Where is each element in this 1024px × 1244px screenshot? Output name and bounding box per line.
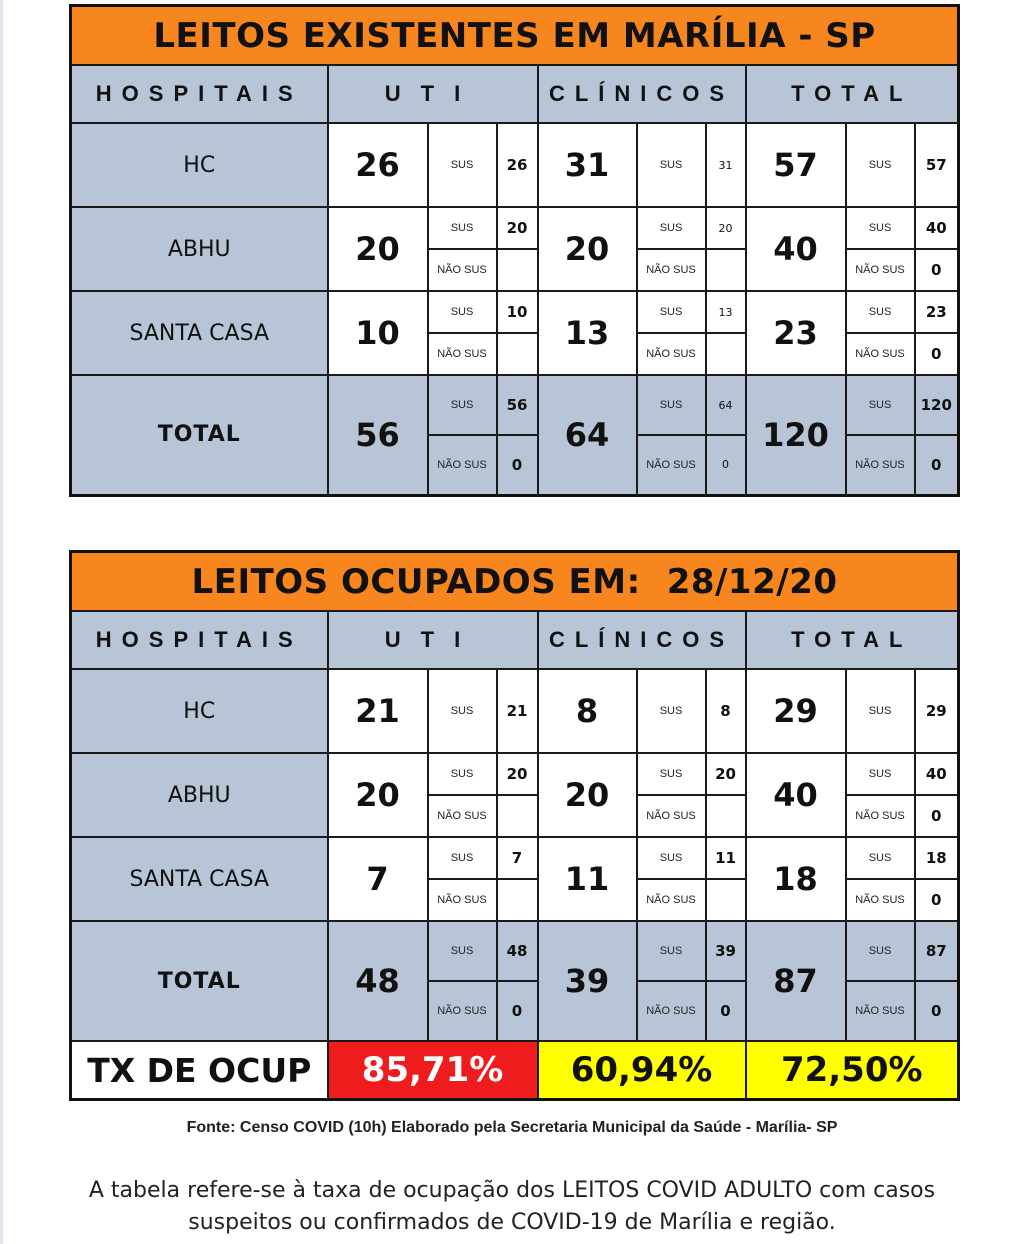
header-total: TOTAL <box>746 65 959 123</box>
total-occupancy-rate: 72,50% <box>746 1041 959 1100</box>
total-sus-value: 57 <box>915 123 959 207</box>
sus-label: SUS <box>428 375 497 435</box>
clinicos-count: 11 <box>538 837 637 921</box>
clinicos-total-nao-sus-value: 0 <box>706 981 746 1041</box>
uti-count: 26 <box>328 123 428 207</box>
nao-sus-label: NÃO SUS <box>637 249 706 291</box>
clinicos-count: 31 <box>538 123 637 207</box>
page-edge <box>0 0 3 1244</box>
nao-sus-label: NÃO SUS <box>637 333 706 375</box>
uti-sus-value: 20 <box>497 207 538 249</box>
uti-sus-value: 26 <box>497 123 538 207</box>
sus-label: SUS <box>846 207 915 249</box>
clinicos-sus-value: 13 <box>706 291 746 333</box>
sus-label: SUS <box>637 669 706 753</box>
hospital-name: ABHU <box>71 753 328 837</box>
clinicos-count: 20 <box>538 753 637 837</box>
total-nao-sus-value: 0 <box>915 249 959 291</box>
explanatory-note: A tabela refere-se à taxa de ocupação dos LEITOS COVID ADULTO com casos suspeitos ou confirmados de COVID-19 de Marília e região. <box>88 1178 936 1235</box>
sus-label: SUS <box>846 921 915 981</box>
total-sus-value: 29 <box>915 669 959 753</box>
header-uti: UTI <box>328 611 538 669</box>
sus-label: SUS <box>637 207 706 249</box>
hospital-name: ABHU <box>71 207 328 291</box>
uti-occupancy-rate: 85,71% <box>328 1041 538 1100</box>
grand-total-nao-sus-value: 0 <box>915 435 959 495</box>
clinicos-nao-sus-value <box>706 333 746 375</box>
uti-count: 10 <box>328 291 428 375</box>
nao-sus-label: NÃO SUS <box>428 879 497 921</box>
clinicos-sus-value: 11 <box>706 837 746 879</box>
clinicos-sus-value: 20 <box>706 753 746 795</box>
sus-label: SUS <box>637 921 706 981</box>
total-count: 57 <box>746 123 846 207</box>
sus-label: SUS <box>846 669 915 753</box>
sus-label: SUS <box>846 753 915 795</box>
uti-sus-value: 20 <box>497 753 538 795</box>
total-row-label: TOTAL <box>71 375 328 495</box>
nao-sus-label: NÃO SUS <box>846 981 915 1041</box>
uti-nao-sus-value <box>497 333 538 375</box>
clinicos-nao-sus-value <box>706 879 746 921</box>
nao-sus-label: NÃO SUS <box>637 879 706 921</box>
sus-label: SUS <box>637 375 706 435</box>
uti-sus-value: 10 <box>497 291 538 333</box>
uti-count: 21 <box>328 669 428 753</box>
header-total: TOTAL <box>746 611 959 669</box>
clinicos-sus-value: 8 <box>706 669 746 753</box>
grand-total-count: 87 <box>746 921 846 1041</box>
uti-count: 7 <box>328 837 428 921</box>
hospital-name: HC <box>71 123 328 207</box>
uti-sus-value: 21 <box>497 669 538 753</box>
total-count: 23 <box>746 291 846 375</box>
uti-total-count: 56 <box>328 375 428 495</box>
nao-sus-label: NÃO SUS <box>428 333 497 375</box>
grand-total-count: 120 <box>746 375 846 495</box>
total-count: 29 <box>746 669 846 753</box>
table-title <box>71 552 959 612</box>
sus-label: SUS <box>637 291 706 333</box>
header-clinicos: CLÍNICOS <box>538 65 746 123</box>
sus-label: SUS <box>428 669 497 753</box>
table-title: LEITOS EXISTENTES EM MARÍLIA - SP <box>71 6 959 66</box>
title-prefix: LEITOS OCUPADOS EM: <box>191 561 641 602</box>
uti-total-sus-value: 56 <box>497 375 538 435</box>
uti-nao-sus-value <box>497 879 538 921</box>
header-clinicos: CLÍNICOS <box>538 611 746 669</box>
clinicos-total-count: 64 <box>538 375 637 495</box>
uti-sus-value: 7 <box>497 837 538 879</box>
nao-sus-label: NÃO SUS <box>637 981 706 1041</box>
uti-nao-sus-value <box>497 249 538 291</box>
grand-total-sus-value: 120 <box>915 375 959 435</box>
clinicos-count: 13 <box>538 291 637 375</box>
total-sus-value: 18 <box>915 837 959 879</box>
sus-label: SUS <box>428 921 497 981</box>
nao-sus-label: NÃO SUS <box>428 249 497 291</box>
clinicos-nao-sus-value <box>706 249 746 291</box>
nao-sus-label: NÃO SUS <box>428 435 497 495</box>
total-sus-value: 40 <box>915 753 959 795</box>
nao-sus-label: NÃO SUS <box>428 981 497 1041</box>
sus-label: SUS <box>428 123 497 207</box>
total-nao-sus-value: 0 <box>915 333 959 375</box>
uti-nao-sus-value <box>497 795 538 837</box>
header-hospitais: HOSPITAIS <box>71 65 328 123</box>
total-sus-value: 23 <box>915 291 959 333</box>
source-caption: Fonte: Censo COVID (10h) Elaborado pela Secretaria Municipal da Saúde - Marília- SP <box>186 1119 838 1136</box>
clinicos-total-sus-value: 39 <box>706 921 746 981</box>
sus-label: SUS <box>637 753 706 795</box>
sus-label: SUS <box>846 375 915 435</box>
sus-label: SUS <box>428 291 497 333</box>
uti-total-count: 48 <box>328 921 428 1041</box>
nao-sus-label: NÃO SUS <box>428 795 497 837</box>
clinicos-total-sus-value: 64 <box>706 375 746 435</box>
nao-sus-label: NÃO SUS <box>846 249 915 291</box>
total-row-label: TOTAL <box>71 921 328 1041</box>
grand-total-nao-sus-value: 0 <box>915 981 959 1041</box>
sus-label: SUS <box>428 753 497 795</box>
hospital-name: HC <box>71 669 328 753</box>
sus-label: SUS <box>846 123 915 207</box>
occupancy-rate-label: TX DE OCUP <box>71 1041 328 1100</box>
nao-sus-label: NÃO SUS <box>846 879 915 921</box>
sus-label: SUS <box>637 837 706 879</box>
uti-count: 20 <box>328 753 428 837</box>
total-count: 18 <box>746 837 846 921</box>
nao-sus-label: NÃO SUS <box>846 333 915 375</box>
hospital-name: SANTA CASA <box>71 837 328 921</box>
sus-label: SUS <box>428 837 497 879</box>
uti-total-nao-sus-value: 0 <box>497 981 538 1041</box>
clinicos-count: 8 <box>538 669 637 753</box>
clinicos-count: 20 <box>538 207 637 291</box>
title-date: 28/12/20 <box>666 561 838 602</box>
total-nao-sus-value: 0 <box>915 795 959 837</box>
sus-label: SUS <box>637 123 706 207</box>
uti-total-sus-value: 48 <box>497 921 538 981</box>
nao-sus-label: NÃO SUS <box>637 795 706 837</box>
header-uti: UTI <box>328 65 538 123</box>
clinicos-total-count: 39 <box>538 921 637 1041</box>
clinicos-total-nao-sus-value: 0 <box>706 435 746 495</box>
occupied-beds-table <box>69 550 960 1101</box>
nao-sus-label: NÃO SUS <box>846 435 915 495</box>
nao-sus-label: NÃO SUS <box>846 795 915 837</box>
total-count: 40 <box>746 753 846 837</box>
clinicos-nao-sus-value <box>706 795 746 837</box>
total-nao-sus-value: 0 <box>915 879 959 921</box>
existing-beds-table <box>69 4 960 497</box>
clinicos-occupancy-rate: 60,94% <box>538 1041 746 1100</box>
total-sus-value: 40 <box>915 207 959 249</box>
uti-count: 20 <box>328 207 428 291</box>
uti-total-nao-sus-value: 0 <box>497 435 538 495</box>
sus-label: SUS <box>428 207 497 249</box>
nao-sus-label: NÃO SUS <box>637 435 706 495</box>
sus-label: SUS <box>846 291 915 333</box>
header-hospitais: HOSPITAIS <box>71 611 328 669</box>
clinicos-sus-value: 31 <box>706 123 746 207</box>
hospital-name: SANTA CASA <box>71 291 328 375</box>
grand-total-sus-value: 87 <box>915 921 959 981</box>
total-count: 40 <box>746 207 846 291</box>
sus-label: SUS <box>846 837 915 879</box>
clinicos-sus-value: 20 <box>706 207 746 249</box>
